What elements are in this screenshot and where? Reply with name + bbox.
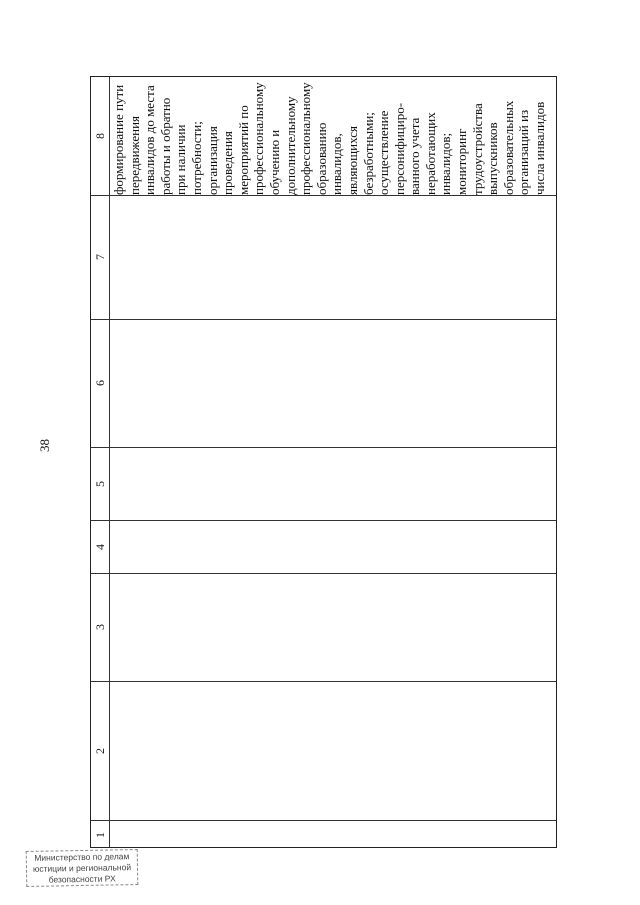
text-line: потребности; xyxy=(188,121,204,195)
ministry-stamp xyxy=(26,849,139,887)
row-divider xyxy=(91,520,556,521)
column-number-5: 5 xyxy=(93,480,107,487)
row-divider xyxy=(91,319,556,320)
text-line: инвалидов, xyxy=(329,133,345,195)
text-line: профессиональному xyxy=(251,82,267,195)
text-line: организация xyxy=(204,126,220,195)
column-number-3: 3 xyxy=(93,624,107,630)
text-line: осуществление xyxy=(376,110,392,195)
text-line: образованию xyxy=(313,122,329,195)
text-line: неработающих xyxy=(422,112,438,195)
text-line: трудоустройства xyxy=(469,103,485,195)
text-line: инвалидов до места xyxy=(142,85,158,195)
page-number: 38 xyxy=(37,439,52,452)
text-line: при наличии xyxy=(173,124,189,195)
column-number-8: 8 xyxy=(93,133,107,139)
text-line: инвалидов; xyxy=(438,132,454,195)
data-table xyxy=(90,76,557,848)
text-line: организаций из xyxy=(516,109,532,195)
text-line: мониторинг xyxy=(454,128,470,195)
text-line: дополнительному xyxy=(282,96,298,195)
text-line: мероприятий по xyxy=(235,105,251,195)
text-line: безработными; xyxy=(360,112,376,195)
text-line: работы и обратно xyxy=(157,97,173,195)
text-line: персонифициро- xyxy=(391,102,407,195)
text-line: образовательных xyxy=(500,100,516,195)
stamp-line: юстиции и региональной xyxy=(32,862,132,874)
text-line: ванного учета xyxy=(407,117,423,195)
text-line: формирование пути xyxy=(111,84,126,195)
header-column-divider xyxy=(109,77,110,847)
column-number-6: 6 xyxy=(93,380,107,386)
row-divider xyxy=(91,573,556,574)
column-number-4: 4 xyxy=(93,543,107,550)
row-divider xyxy=(91,447,556,448)
column7-cell-text xyxy=(111,0,548,195)
column-number-1: 1 xyxy=(93,831,107,838)
text-line: являющихся xyxy=(344,126,360,195)
text-line: числа инвалидов xyxy=(532,101,548,195)
column-number-2: 2 xyxy=(93,747,107,754)
text-line: выпускников xyxy=(485,122,501,195)
row-divider xyxy=(91,195,556,196)
text-line: обучению и xyxy=(266,129,282,195)
text-line: профессиональному xyxy=(298,82,314,195)
text-line: передвижения xyxy=(126,115,142,195)
row-divider xyxy=(91,820,556,821)
text-line: проведения xyxy=(220,131,236,195)
column-number-7: 7 xyxy=(93,254,107,260)
row-divider xyxy=(91,681,556,682)
stamp-line: безопасности РХ xyxy=(48,873,116,885)
stamp-line: Министерство по делам xyxy=(34,851,130,863)
